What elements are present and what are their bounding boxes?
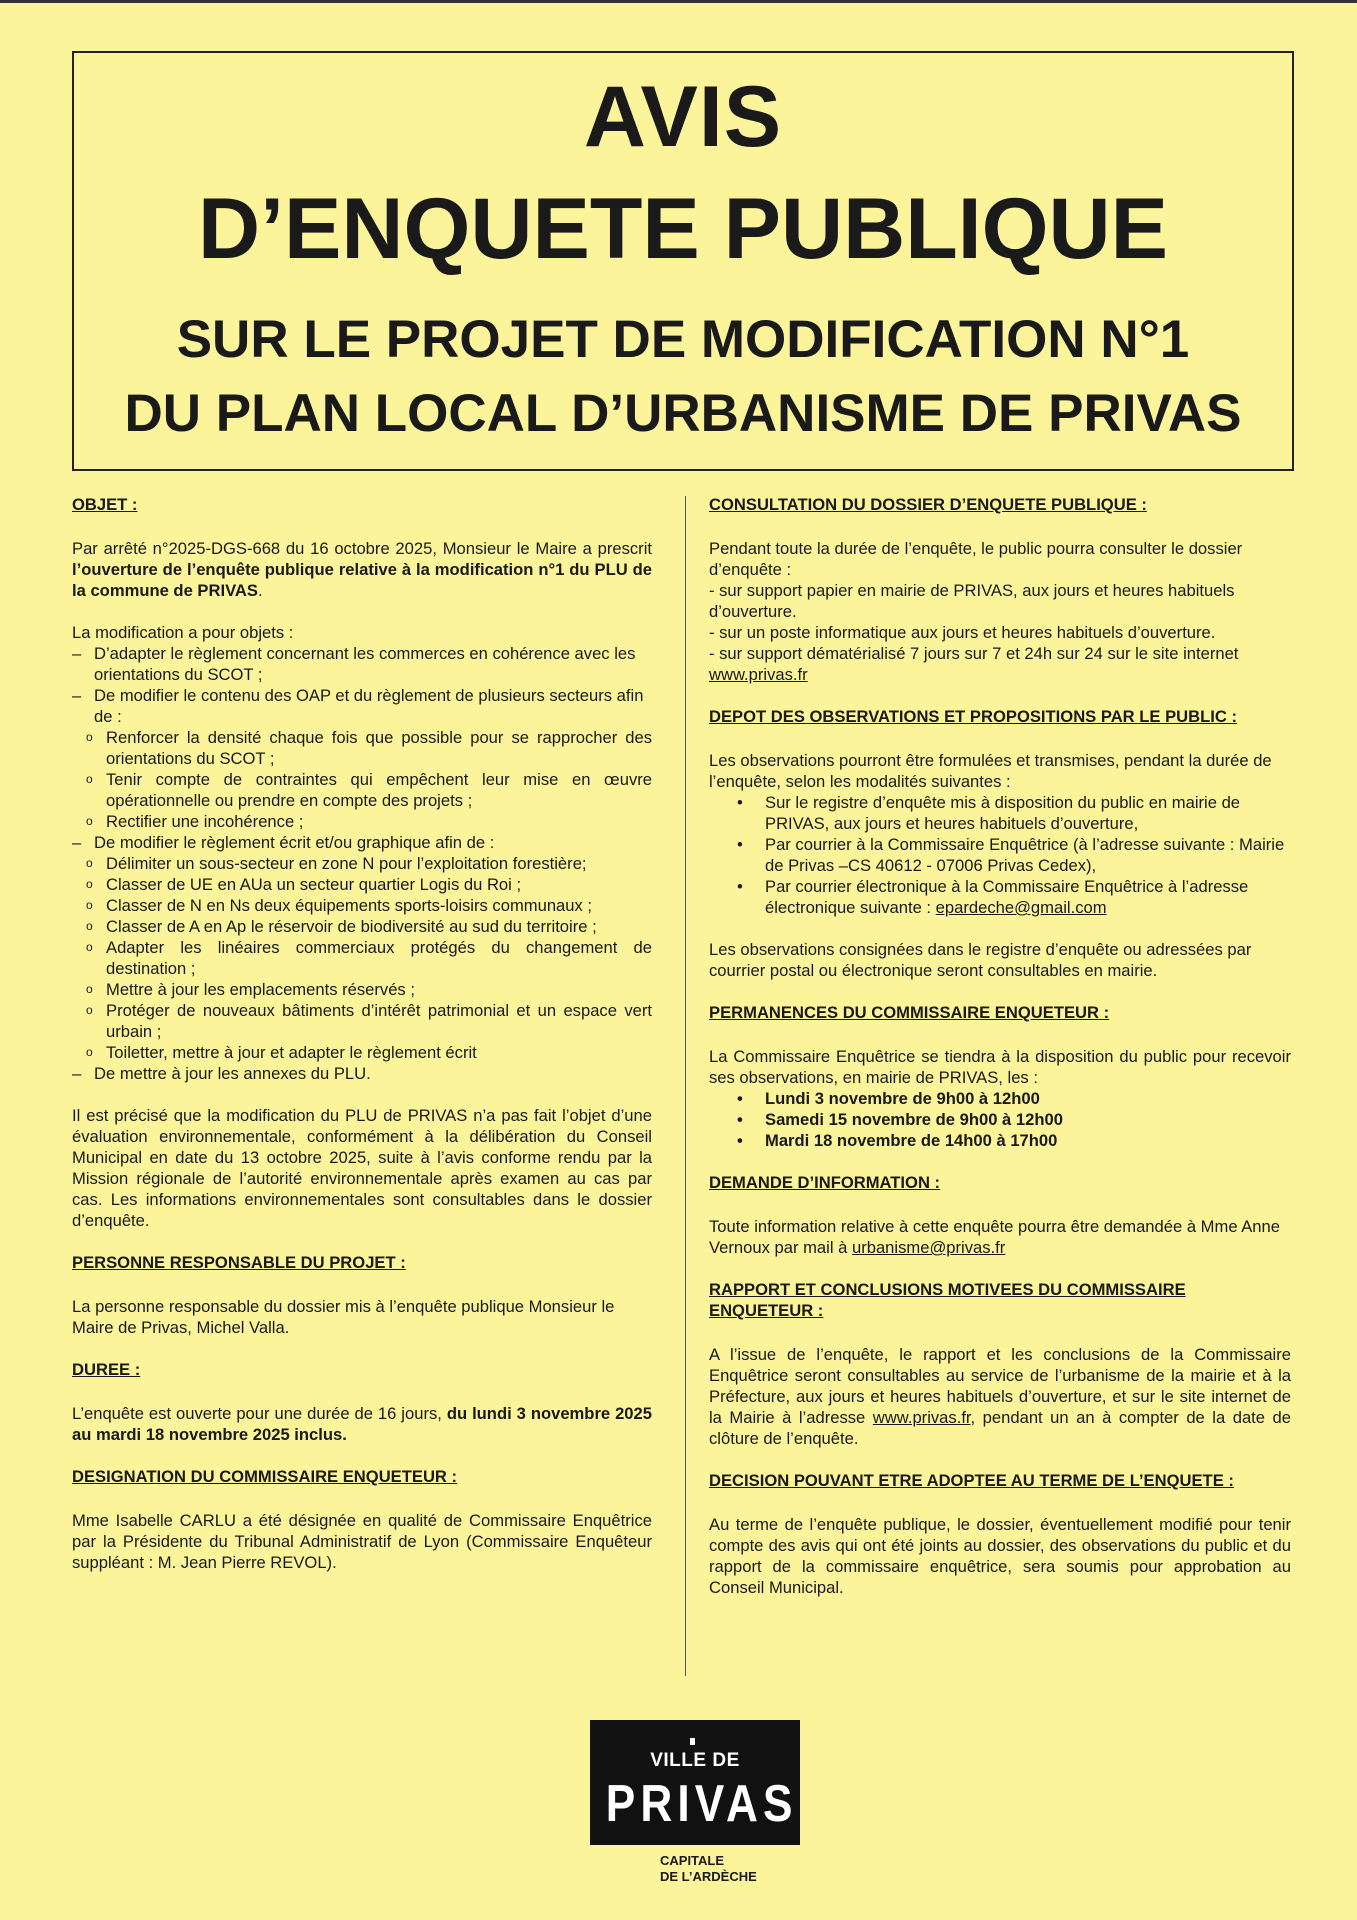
- rapport-text: A l’issue de l’enquête, le rapport et les conclusions de la Commissaire Enquêtrice seront consultables au service de l’urbanisme de la mairie et à la Préfecture, aux jours et heures habituels d’ouverture, et sur le site internet de la Mairie à l’adresse www.privas.fr, pendant un an à compter de la date de clôture de l’enquête.: [709, 1345, 1291, 1448]
- demande-text: Toute information relative à cette enquête pourra être demandée à Mme Anne Vernoux par mail à urbanisme@privas.fr: [709, 1217, 1280, 1257]
- list-item: – De mettre à jour les annexes du PLU.: [72, 1064, 371, 1083]
- logo-tagline-line2: DE L’ARDÈCHE: [660, 1869, 757, 1884]
- environment-paragraph: Il est précisé que la modification du PLU de PRIVAS n’a pas fait l’objet d’une évaluation environnementale, conformément à la délibération du Conseil Municipal en date du 13 octobre 2025, suite à l’avis conforme rendu par la Mission régionale de l’autorité environnementale après examen au cas par cas. Les informations environnementales sont consultables dans le dossier d’enquête.: [72, 1106, 652, 1230]
- logo-tagline-line1: CAPITALE: [660, 1853, 725, 1868]
- list-item: • Samedi 15 novembre de 9h00 à 12h00: [737, 1110, 1063, 1129]
- list-item-text: De modifier le contenu des OAP et du règlement de plusieurs secteurs afin de :: [94, 686, 644, 726]
- objet-intro: La modification a pour objets :: [72, 623, 294, 642]
- title-avis: AVIS: [583, 69, 783, 165]
- permanences-heading: PERMANENCES DU COMMISSAIRE ENQUETEUR :: [709, 1003, 1110, 1022]
- title-enquete: D’ENQUETE PUBLIQUE: [198, 181, 1168, 277]
- decision-text: Au terme de l’enquête publique, le dossier, éventuellement modifié pour tenir compte des avis qui ont été joints au dossier, des observations du public et du rapport de la commissaire enquêtrice, sera soumis pour approbation au Conseil Municipal.: [709, 1515, 1291, 1597]
- consultation-heading: CONSULTATION DU DOSSIER D’ENQUETE PUBLIQUE :: [709, 495, 1147, 514]
- depot-list: [709, 792, 1291, 918]
- list-item: • Sur le registre d’enquête mis à disposition du public en mairie de PRIVAS, aux jours et heures habituels d’ouverture,: [737, 793, 1241, 833]
- sub-list-item: o Toiletter, mettre à jour et adapter le règlement écrit: [86, 1043, 477, 1062]
- urbanisme-email-link[interactable]: urbanisme@privas.fr: [851, 1238, 1006, 1257]
- designation-heading: DESIGNATION DU COMMISSAIRE ENQUETEUR :: [72, 1467, 458, 1486]
- rapport-website-link[interactable]: www.privas.fr: [872, 1408, 971, 1427]
- depot-intro: Les observations pourront être formulées et transmises, pendant la durée de l’enquête, selon les modalités suivantes :: [709, 751, 1272, 791]
- responsable-heading: PERSONNE RESPONSABLE DU PROJET :: [72, 1253, 406, 1272]
- sub-list-item: o Protéger de nouveaux bâtiments d’intérêt patrimonial et un espace vert urbain ;: [86, 1001, 652, 1041]
- consultation-line4: - sur support dématérialisé 7 jours sur 7 et 24h sur 24 sur le site internet: [709, 644, 1239, 663]
- sub-list-item: o Renforcer la densité chaque fois que possible pour se rapprocher des orientations du SCOT ;: [86, 728, 652, 768]
- column-divider: [685, 496, 686, 1676]
- depot-heading: DEPOT DES OBSERVATIONS ET PROPOSITIONS PAR LE PUBLIC :: [709, 707, 1237, 726]
- consultation-line2: - sur support papier en mairie de PRIVAS, aux jours et heures habituels d’ouverture.: [709, 581, 1235, 621]
- duree-text: L’enquête est ouverte pour une durée de 16 jours, du lundi 3 novembre 2025 au mardi 18 novembre 2025 inclus.: [72, 1404, 652, 1444]
- list-item: • Par courrier électronique à la Commissaire Enquêtrice à l’adresse électronique suivante : epardeche@gmail.com: [737, 877, 1249, 917]
- objet-paragraph: [72, 538, 652, 601]
- logo-ville-de: VILLE DE: [650, 1750, 740, 1771]
- list-item-text: D’adapter le règlement concernant les commerces en cohérence avec les orientations du SCOT ;: [94, 644, 636, 684]
- permanences-list: [709, 1088, 1291, 1151]
- list-item: • Mardi 18 novembre de 14h00 à 17h00: [737, 1131, 1058, 1150]
- responsable-text: La personne responsable du dossier mis à l’enquête publique Monsieur le Maire de Privas, Michel Valla.: [72, 1297, 615, 1337]
- consultation-line1: Pendant toute la durée de l’enquête, le public pourra consulter le dossier d’enquête :: [709, 539, 1243, 579]
- objet-heading: OBJET :: [72, 495, 138, 514]
- list-item: – De modifier le contenu des OAP et du règlement de plusieurs secteurs afin de : o Renforcer la densité chaque fois que possible pour se rapprocher des orientations du SCOT ; o Tenir compte de contraintes qui empêchent leur mise en œuvre opérationnelle ou prendre en compte des projets ; o Rectifier une incohérence ;: [72, 686, 652, 831]
- website-link[interactable]: www.privas.fr: [709, 665, 808, 684]
- list-item-text: De modifier le règlement écrit et/ou graphique afin de :: [94, 833, 495, 852]
- sub-list-item: o Tenir compte de contraintes qui empêchent leur mise en œuvre opérationnelle ou prendre en compte des projets ;: [86, 770, 652, 810]
- decision-heading: DECISION POUVANT ETRE ADOPTEE AU TERME DE L’ENQUETE :: [709, 1471, 1234, 1490]
- sub-list-item: o Classer de N en Ns deux équipements sports-loisirs communaux ;: [86, 896, 593, 915]
- title-subject-line2: DU PLAN LOCAL D’URBANISME DE PRIVAS: [124, 384, 1242, 443]
- objet-end: .: [257, 581, 263, 600]
- list-item-text: De mettre à jour les annexes du PLU.: [94, 1064, 371, 1083]
- sub-list-item: o Rectifier une incohérence ;: [86, 812, 304, 831]
- designation-text: Mme Isabelle CARLU a été désignée en qualité de Commissaire Enquêtrice par la Présidente du Tribunal Administratif de Lyon (Commissaire Enquêteur suppléant : M. Jean Pierre REVOL).: [72, 1511, 652, 1572]
- list-item: • Par courrier à la Commissaire Enquêtrice (à l’adresse suivante : Mairie de Privas –CS 40612 - 07006 Privas Cedex),: [737, 835, 1285, 875]
- right-column: [709, 494, 1291, 1598]
- duree-heading: DUREE :: [72, 1360, 141, 1379]
- sub-list-item: o Adapter les linéaires commerciaux protégés du changement de destination ;: [86, 938, 652, 978]
- title-subject-line1: SUR LE PROJET DE MODIFICATION N°1: [176, 310, 1190, 369]
- sub-list-item: o Délimiter un sous-secteur en zone N pour l’exploitation forestière;: [86, 854, 587, 873]
- list-item: • Lundi 3 novembre de 9h00 à 12h00: [737, 1089, 1040, 1108]
- demande-heading: DEMANDE D’INFORMATION :: [709, 1173, 941, 1192]
- logo-tagline: [660, 1853, 757, 1885]
- sub-list-item: o Classer de UE en AUa un secteur quartier Logis du Roi ;: [86, 875, 522, 894]
- objet-text: Par arrêté n°2025-DGS-668 du 16 octobre 2025, Monsieur le Maire a prescrit: [72, 539, 652, 558]
- sub-list-item: o Classer de A en Ap le réservoir de biodiversité au sud du territoire ;: [86, 917, 597, 936]
- logo-privas: PRIVAS: [605, 1775, 798, 1833]
- email-link[interactable]: epardeche@gmail.com: [935, 898, 1107, 917]
- list-item: – De modifier le règlement écrit et/ou graphique afin de : o Délimiter un sous-secteur en zone N pour l’exploitation forestière; o Classer de UE en AUa un secteur quartier Logis du Roi ; o Classer de N en Ns deux équipements sports-loisirs communaux ; o Classer de A en Ap le réservoir de biodiversité au sud du territoire ; o Adapter les linéaires commerciaux protégés du changement de destination ; o Mettre à jour les emplacements réservés ; o Protéger de nouveaux bâtiments d’intérêt patrimonial et un espace vert urbain ; o Toiletter, mettre à jour et adapter le règlement écrit: [72, 833, 652, 1062]
- sub-list-item: o Mettre à jour les emplacements réservés ;: [86, 980, 415, 999]
- consultation-line3: - sur un poste informatique aux jours et heures habituels d’ouverture.: [709, 623, 1216, 642]
- privas-logo: [590, 1720, 800, 1845]
- objet-list: [72, 643, 652, 1084]
- objet-bold-text: l’ouverture de l’enquête publique relative à la modification n°1 du PLU de la commune de PRIVAS: [72, 560, 652, 600]
- duree-dates: du lundi 3 novembre 2025 au mardi 18 novembre 2025 inclus.: [72, 1404, 652, 1444]
- logo-dot: [690, 1738, 695, 1745]
- left-column: [72, 494, 652, 1573]
- permanences-intro: La Commissaire Enquêtrice se tiendra à la disposition du public pour recevoir ses observations, en mairie de PRIVAS, les :: [709, 1047, 1291, 1087]
- rapport-heading: RAPPORT ET CONCLUSIONS MOTIVEES DU COMMISSAIRE ENQUETEUR :: [709, 1280, 1186, 1320]
- title-box: [72, 51, 1294, 471]
- depot-after: Les observations consignées dans le registre d’enquête ou adressées par courrier postal ou électronique seront consultables en mairie.: [709, 940, 1252, 980]
- top-rule: [0, 0, 1357, 3]
- list-item: – D’adapter le règlement concernant les commerces en cohérence avec les orientations du SCOT ;: [72, 644, 636, 684]
